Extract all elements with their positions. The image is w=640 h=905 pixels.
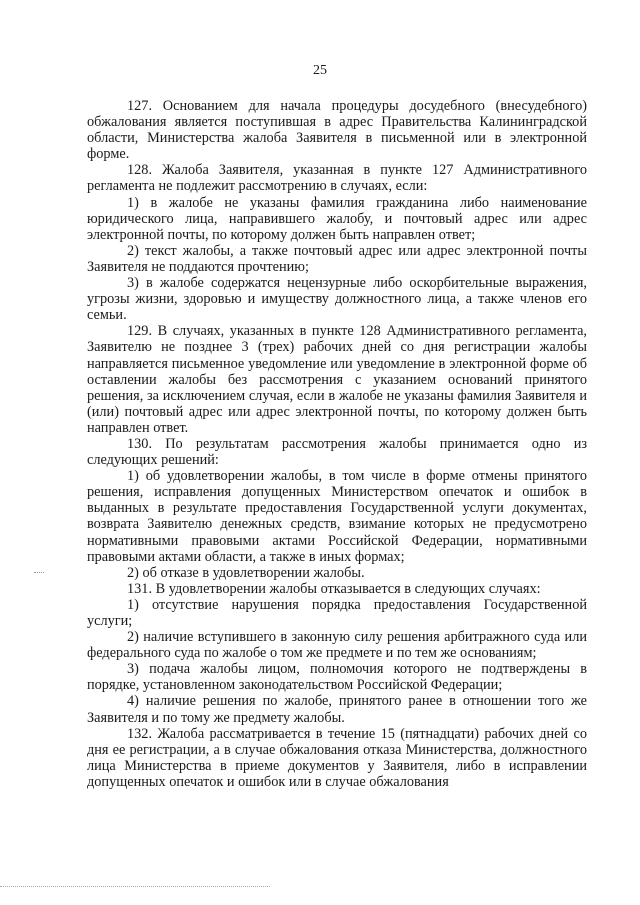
paragraph-130-item-2: 2) об отказе в удовлетворении жалобы. bbox=[127, 564, 365, 581]
paragraph-128-item-2: 2) текст жалобы, а также почтовый адрес или адрес электронной почты Заявителя не поддаются прочтению; bbox=[87, 242, 587, 275]
paragraph-132: 132. Жалоба рассматривается в течение 15 (пятнадцати) рабочих дней со дня ее регистрации, а в случае обжалования отказа Министерства, должностного лица Министерства в приеме документов у Заявителя, либо в исправлении допущенных опечаток и ошибок или в случае обжалования bbox=[87, 725, 587, 790]
paragraph-130: 130. По результатам рассмотрения жалобы принимается одно из следующих решений: bbox=[87, 435, 587, 469]
paragraph-129: 129. В случаях, указанных в пункте 128 Административного регламента, Заявителю не позднее 3 (трех) рабочих дней со дня регистрации жалобы направляется письменное уведомление или уведомление в электронной форме об оставлении жалобы без рассмотрения с указанием оснований принятого решения, за исключением случая, если в жалобе не указаны фамилия Заявителя и (или) почтовый адрес или адрес электронной почты, по которому должен быть направлен ответ. bbox=[87, 323, 587, 436]
scan-artifact-mark bbox=[34, 572, 44, 573]
paragraph-131-item-3: 3) подача жалобы лицом, полномочия которого не подтверждены в порядке, установленном законодательством Российской Федерации; bbox=[87, 661, 587, 694]
paragraph-131: 131. В удовлетворении жалобы отказывается в следующих случаях: bbox=[127, 580, 541, 597]
page-number: 25 bbox=[313, 63, 327, 78]
paragraph-128-item-3: 3) в жалобе содержатся нецензурные либо оскорбительные выражения, угрозы жизни, здоровью и имуществу должностного лица, а также членов его семьи. bbox=[87, 275, 587, 324]
scan-artifact-edge bbox=[0, 886, 270, 887]
paragraph-131-item-1: 1) отсутствие нарушения порядка предоставления Государственной услуги; bbox=[87, 596, 587, 629]
paragraph-130-item-1: 1) об удовлетворении жалобы, в том числе в форме отмены принятого решения, исправления допущенных Министерством опечаток и ошибок в выданных в результате предоставления Государственной услуги документах, возврата Заявителю денежных средств, взимание которых не предусмотрено нормативными правовыми актами Российской Федерации, нормативными правовыми актами области, а также в иных формах; bbox=[87, 468, 587, 565]
paragraph-131-item-4: 4) наличие решения по жалобе, принятого ранее в отношении того же Заявителя и по тому же предмету жалобы. bbox=[87, 693, 587, 726]
paragraph-131-item-2: 2) наличие вступившего в законную силу решения арбитражного суда или федерального суда по жалобе о том же предмете и по тем же основаниям; bbox=[87, 629, 587, 662]
paragraph-128-item-1: 1) в жалобе не указаны фамилия гражданина либо наименование юридического лица, направившего жалобу, и почтовый адрес или адрес электронной почты, по которому должен быть направлен ответ; bbox=[87, 194, 587, 243]
paragraph-127: 127. Основанием для начала процедуры досудебного (внесудебного) обжалования является поступившая в адрес Правительства Калининградской области, Министерства жалоба Заявителя в письменной или в электронной форме. bbox=[87, 98, 587, 163]
paragraph-128: 128. Жалоба Заявителя, указанная в пункте 127 Административного регламента не подлежит рассмотрению в случаях, если: bbox=[87, 162, 587, 195]
document-body bbox=[87, 98, 587, 790]
